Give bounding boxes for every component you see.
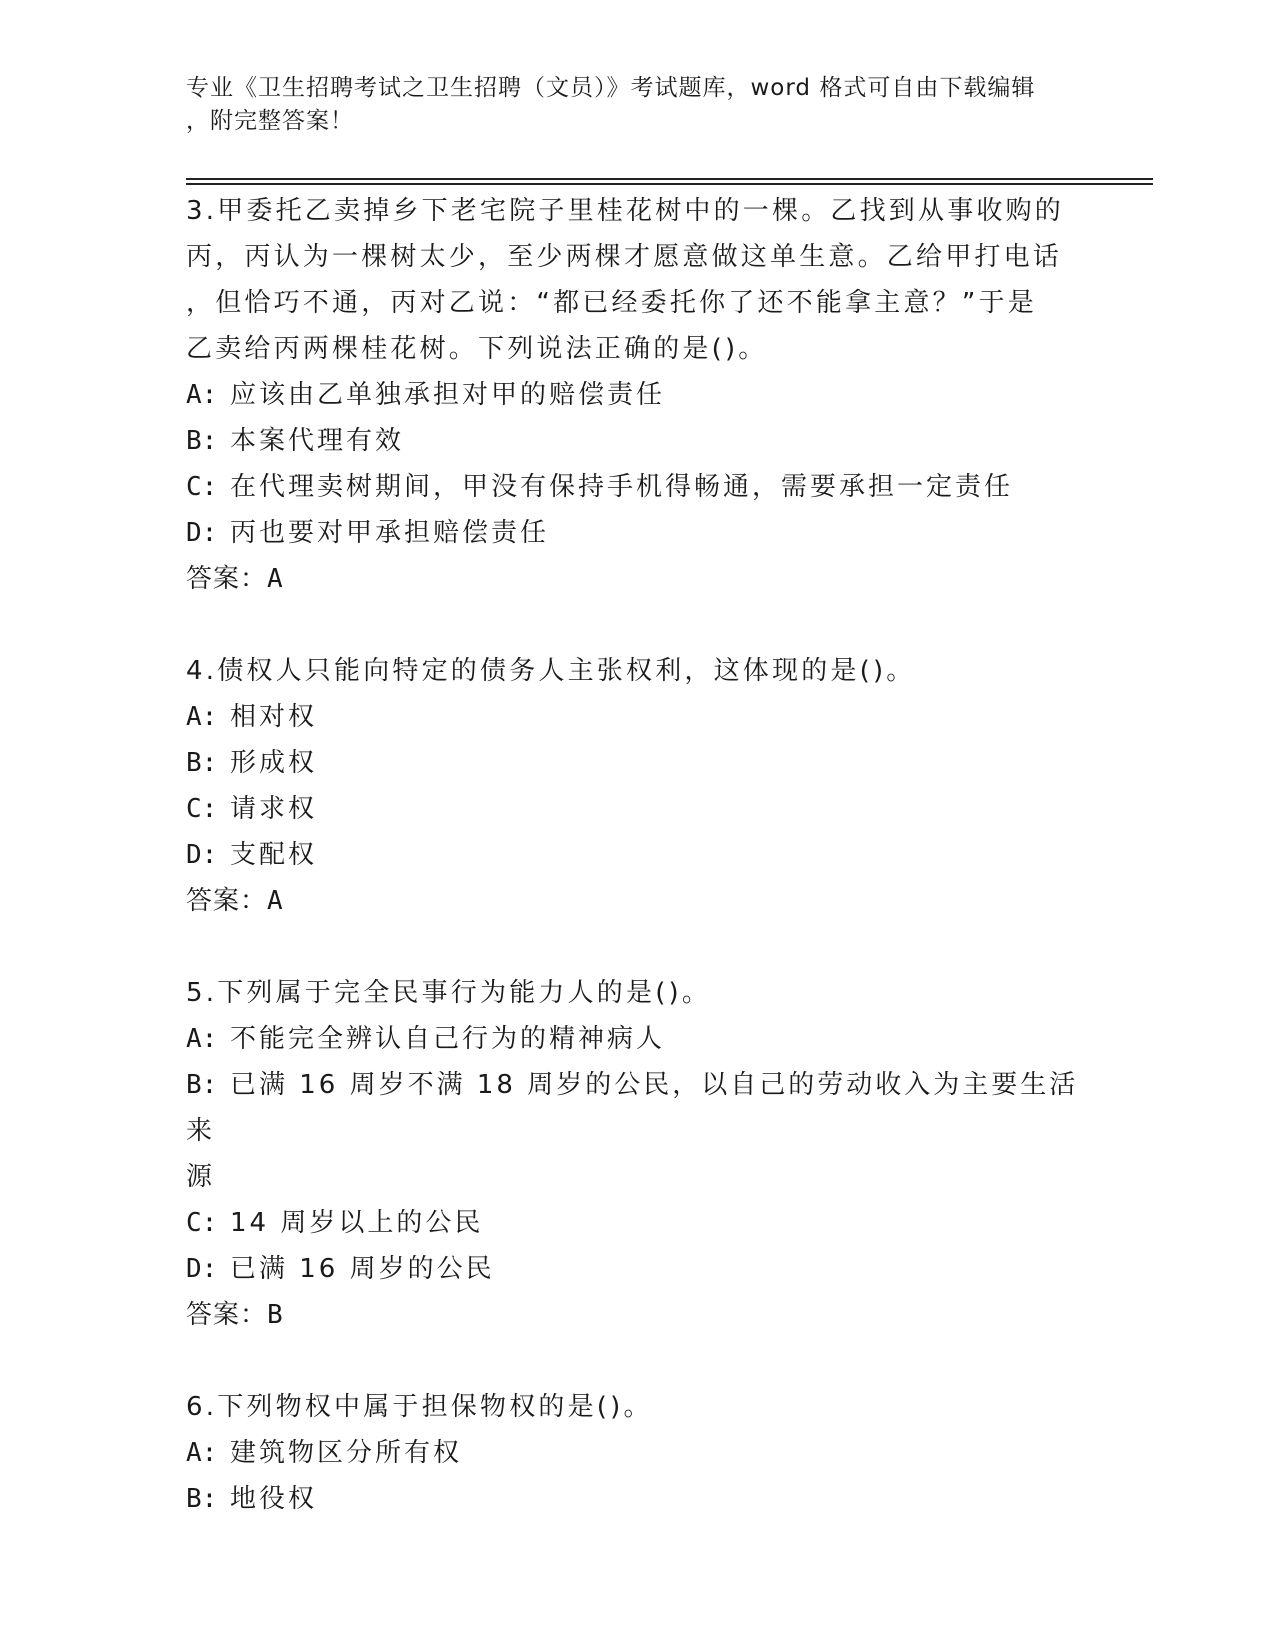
option-key: B: xyxy=(186,1070,218,1100)
answer-option xyxy=(186,418,1086,464)
answer-option xyxy=(186,1246,1086,1292)
option-key: A: xyxy=(186,702,218,732)
option-text: 不能完全辨认自己行为的精神病人 xyxy=(230,1024,666,1054)
answer-label: 答案： xyxy=(186,886,268,916)
option-text: 相对权 xyxy=(230,702,318,732)
question-item xyxy=(186,970,1086,1338)
answer-line xyxy=(186,556,1086,602)
option-text: 支配权 xyxy=(230,840,318,870)
option-key: B: xyxy=(186,1484,218,1514)
option-key: A: xyxy=(186,380,218,410)
option-text: 地役权 xyxy=(230,1484,318,1514)
option-text: 形成权 xyxy=(230,748,318,778)
answer-option xyxy=(186,464,1086,510)
question-stem-line: ，但恰巧不通，丙对乙说：“都已经委托你了还不能拿主意？”于是 xyxy=(186,288,1037,318)
answer-value: A xyxy=(267,886,284,916)
answer-option xyxy=(186,1430,1086,1476)
option-key: B: xyxy=(186,748,218,778)
answer-option xyxy=(186,832,1086,878)
answer-value: B xyxy=(267,1300,284,1330)
question-stem-line: 4.债权人只能向特定的债务人主张权利，这体现的是()。 xyxy=(186,656,916,686)
answer-label: 答案： xyxy=(186,1300,268,1330)
question-stem xyxy=(186,648,1086,694)
header-divider-top xyxy=(186,178,1153,180)
question-item xyxy=(186,188,1086,602)
header-divider-bottom xyxy=(186,183,1153,185)
answer-option xyxy=(186,1016,1086,1062)
answer-line xyxy=(186,1292,1086,1338)
header-line-2: ，附完整答案！ xyxy=(186,108,354,134)
question-stem xyxy=(186,188,1086,372)
question-item xyxy=(186,1384,1086,1522)
option-text: 已满 16 周岁不满 18 周岁的公民，以自己的劳动收入为主要生活来 xyxy=(186,1070,1079,1146)
header-line-1: 专业《卫生招聘考试之卫生招聘（文员）》考试题库，word 格式可自由下载编辑 xyxy=(186,75,1036,101)
question-list xyxy=(186,188,1086,1568)
answer-option xyxy=(186,1476,1086,1522)
option-text: 本案代理有效 xyxy=(230,426,405,456)
answer-option xyxy=(186,510,1086,556)
answer-option xyxy=(186,1062,1086,1154)
option-key: A: xyxy=(186,1438,218,1468)
option-key: C: xyxy=(186,1208,218,1238)
question-stem xyxy=(186,1384,1086,1430)
question-stem xyxy=(186,970,1086,1016)
option-text: 14 周岁以上的公民 xyxy=(230,1208,484,1238)
document-header xyxy=(186,72,1076,138)
option-text: 应该由乙单独承担对甲的赔偿责任 xyxy=(230,380,666,410)
answer-option xyxy=(186,372,1086,418)
question-stem-line: 5.下列属于完全民事行为能力人的是()。 xyxy=(186,978,712,1008)
option-text: 在代理卖树期间，甲没有保持手机得畅通，需要承担一定责任 xyxy=(230,472,1014,502)
answer-option xyxy=(186,1200,1086,1246)
option-key: D: xyxy=(186,1254,218,1284)
option-key: B: xyxy=(186,426,218,456)
option-key: A: xyxy=(186,1024,218,1054)
answer-value: A xyxy=(267,564,284,594)
answer-option xyxy=(186,786,1086,832)
answer-line xyxy=(186,878,1086,924)
option-key: C: xyxy=(186,472,218,502)
question-stem-line: 乙卖给丙两棵桂花树。下列说法正确的是()。 xyxy=(186,334,768,364)
option-text: 请求权 xyxy=(230,794,318,824)
answer-option xyxy=(186,694,1086,740)
option-text: 丙也要对甲承担赔偿责任 xyxy=(230,518,550,548)
option-key: D: xyxy=(186,518,218,548)
answer-option xyxy=(186,740,1086,786)
question-stem-line: 6.下列物权中属于担保物权的是()。 xyxy=(186,1392,653,1422)
option-text: 建筑物区分所有权 xyxy=(230,1438,463,1468)
answer-label: 答案： xyxy=(186,564,268,594)
option-text: 已满 16 周岁的公民 xyxy=(230,1254,495,1284)
question-item xyxy=(186,648,1086,924)
option-text-continuation: 源 xyxy=(186,1162,216,1192)
question-stem-line: 丙，丙认为一棵树太少，至少两棵才愿意做这单生意。乙给甲打电话 xyxy=(186,242,1063,272)
option-key: D: xyxy=(186,840,218,870)
question-stem-line: 3.甲委托乙卖掉乡下老宅院子里桂花树中的一棵。乙找到从事收购的 xyxy=(186,196,1065,226)
option-key: C: xyxy=(186,794,218,824)
